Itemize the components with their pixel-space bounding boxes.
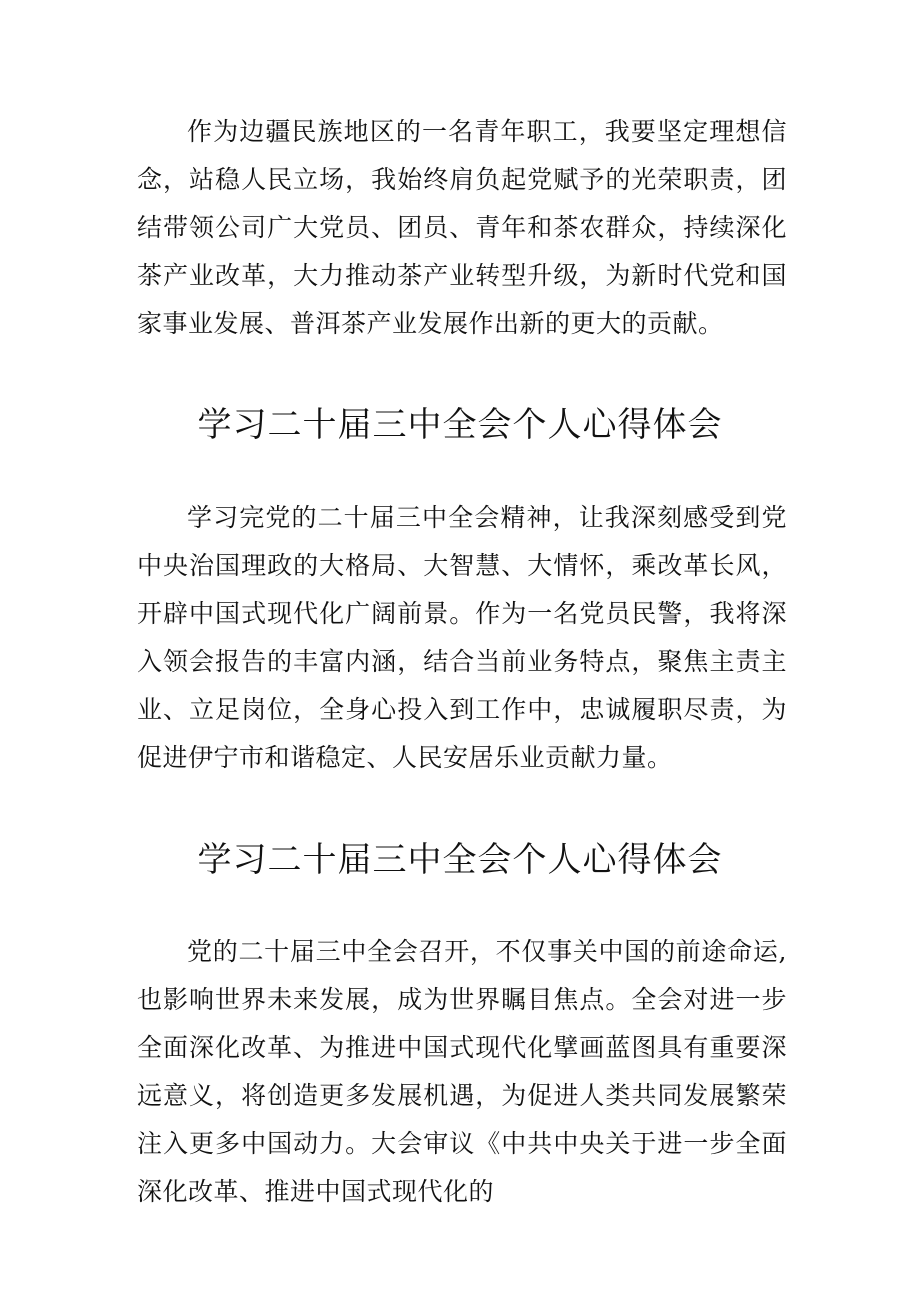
- section-heading: 学习二十届三中全会个人心得体会: [197, 840, 723, 880]
- body-paragraph: 学习完党的二十届三中全会精神，让我深刻感受到党中央治国理政的大格局、大智慧、大情怀，乘改革长风，开辟中国式现代化广阔前景。作为一名党员民警，我将深入领会报告的丰富内涵，结合当前业务特点，聚焦主责主业、立足岗位，全身心投入到工作中，忠诚履职尽责，为促进伊宁市和谐稳定、人民安居乐业贡献力量。: [137, 503, 787, 772]
- section-heading: 学习二十届三中全会个人心得体会: [197, 405, 723, 445]
- body-paragraph: 党的二十届三中全会召开，不仅事关中国的前途命运,也影响世界未来发展，成为世界瞩目焦点。全会对进一步全面深化改革、为推进中国式现代化擘画蓝图具有重要深远意义，将创造更多发展机遇，为促进人类共同发展繁荣注入更多中国动力。大会审议《中共中央关于进一步全面深化改革、推进中国式现代化的: [137, 937, 787, 1206]
- body-paragraph: 作为边疆民族地区的一名青年职工，我要坚定理想信念，站稳人民立场，我始终肩负起党赋予的光荣职责，团结带领公司广大党员、团员、青年和茶农群众，持续深化茶产业改革，大力推动茶产业转型升级，为新时代党和国家事业发展、普洱茶产业发展作出新的更大的贡献。: [137, 117, 787, 338]
